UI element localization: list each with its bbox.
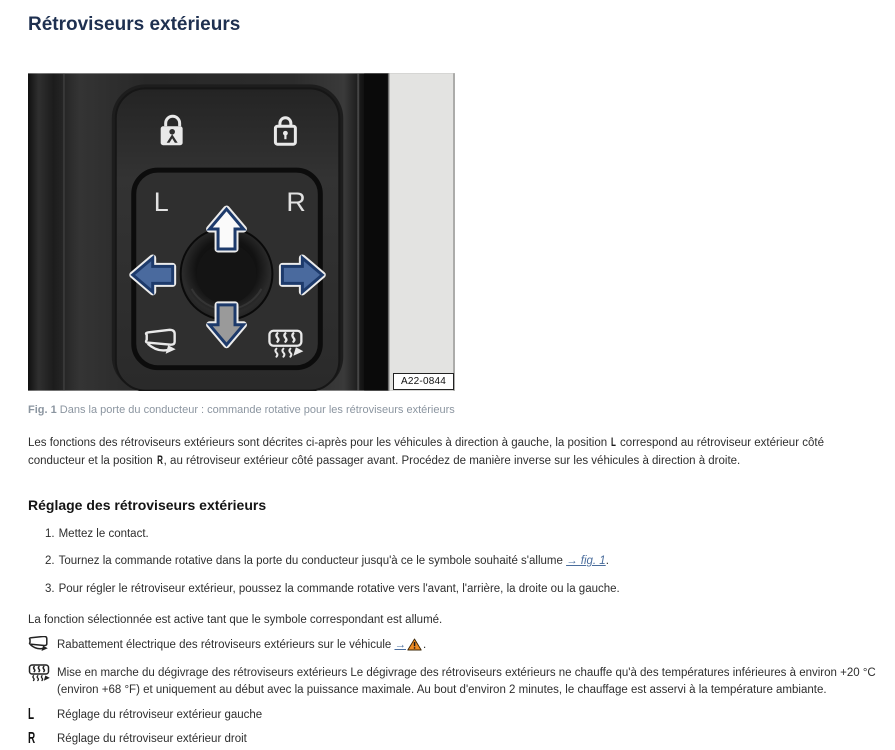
section-heading: Réglage des rétroviseurs extérieurs <box>28 497 267 514</box>
inline-right-key: R <box>157 455 163 468</box>
step-1-text: Mettez le contact. <box>58 528 149 541</box>
step-3 <box>45 581 881 598</box>
legend-row-heat <box>28 665 881 700</box>
intro-part3: , au rétroviseur extérieur côté passager avant. Procédez de manière inverse sur les véhicules à direction à droite. <box>163 455 741 468</box>
steps-list <box>28 526 881 598</box>
step-1-number: 1. <box>45 528 55 541</box>
warning-triangle-icon[interactable] <box>407 638 422 651</box>
intro-paragraph <box>28 435 881 471</box>
step-1 <box>45 526 881 543</box>
legend-row-fold <box>28 637 881 658</box>
right-key-symbol: R <box>28 729 36 747</box>
step-2 <box>45 553 881 570</box>
step-3-number: 3. <box>45 582 55 595</box>
legend-row-right <box>28 731 881 748</box>
step-2-suffix: . <box>605 555 609 568</box>
note-paragraph: La fonction sélectionnée est active tant que le symbole correspondant est allumé. <box>28 613 443 626</box>
legend-row-left <box>28 707 881 724</box>
inline-left-key: L <box>611 437 616 450</box>
figure-1-image <box>28 73 455 391</box>
fig-1-link[interactable]: → fig. 1 <box>566 555 606 568</box>
warning-link-arrow[interactable]: → <box>394 639 406 652</box>
left-key-symbol: L <box>28 705 35 723</box>
step-2-text: Tournez la commande rotative dans la porte du conducteur jusqu'à ce le symbole souhaité s'allume <box>58 555 567 568</box>
legend-heat-text: Mise en marche du dégivrage des rétroviseurs extérieurs Le dégivrage des rétroviseurs extérieurs ne chauffe qu'à des températures inférieures à environ +20 °C (environ +68 °F) et uniquement au début avec la puissance maximale. Au bout d'environ 2 minutes, le chauffage est asservi à la température ambiante. <box>57 667 876 697</box>
mirror-heat-icon <box>28 664 57 688</box>
legend-left-text: Réglage du rétroviseur extérieur gauche <box>57 708 263 721</box>
figure-left-label: L <box>153 186 169 217</box>
intro-part1: Les fonctions des rétroviseurs extérieurs sont décrites ci-après pour les véhicules à direction à gauche, la position <box>28 437 611 450</box>
figure-right-label: R <box>286 186 306 217</box>
legend-right-text: Réglage du rétroviseur extérieur droit <box>57 732 247 745</box>
mirror-control-illustration <box>28 73 455 391</box>
mirror-fold-icon <box>28 636 57 658</box>
figure-caption <box>28 403 468 419</box>
step-2-number: 2. <box>45 555 55 568</box>
page-title: Rétroviseurs extérieurs <box>28 14 241 35</box>
figure-caption-text: Dans la porte du conducteur : commande rotative pour les rétroviseurs extérieurs <box>56 403 455 416</box>
window-strip <box>388 73 455 390</box>
intro-part2: correspond au rétroviseur extérieur côté conducteur et la position <box>28 437 824 468</box>
legend-fold-text: Rabattement électrique des rétroviseurs extérieurs sur le véhicule → . <box>57 639 427 652</box>
figure-code-badge: A22-0844 <box>393 373 454 390</box>
figure-caption-label: Fig. 1 <box>28 403 57 416</box>
step-3-text: Pour régler le rétroviseur extérieur, poussez la commande rotative vers l'avant, l'arrière, la droite ou la gauche. <box>58 582 620 595</box>
